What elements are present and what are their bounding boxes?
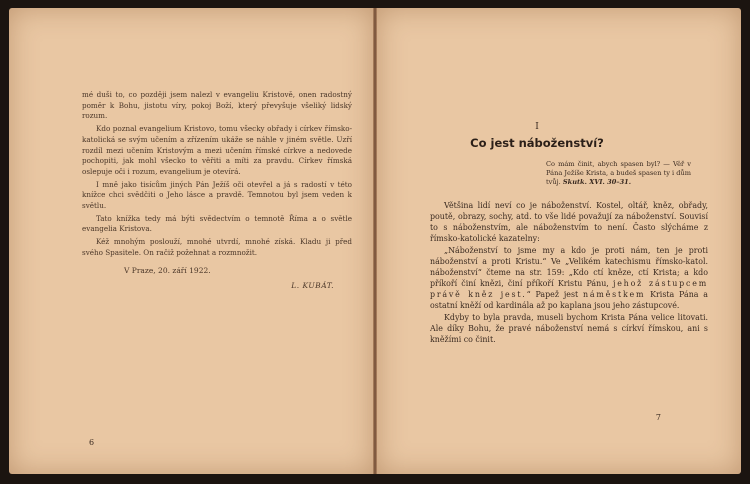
paragraph: Kdyby to byla pravda, museli bychom Krista Pána velice litovati. Ale díky Bohu, že pravé náboženství nemá s církví římskou, ani s kněžími co činit. <box>430 313 708 344</box>
paragraph <box>430 245 708 311</box>
date-line: V Praze, 20. září 1922. <box>124 266 211 275</box>
right-page-text <box>430 200 708 346</box>
motto-text: Co mám činit, abych spasen byl? — Věř v Pána Ježíše Krista, a budeš spasen ty i dům tvůj. <box>546 160 691 186</box>
paragraph: Většina lidí neví co je náboženství. Kostel, oltář, kněz, obřady, poutě, obrazy, sochy, atd. to vše lidé považují za náboženství. Souvisí to s náboženstvím, ale náboženstvím to není. Často slýcháme z římsko-katolické kazatelny: <box>430 201 708 243</box>
chapter-number: I <box>535 122 539 132</box>
author-signature: L. KUBÁT. <box>291 281 334 290</box>
motto <box>546 160 691 187</box>
paragraph: Tato knížka tedy má býti svědectvím o temnotě Říma a o světle evangelia Kristova. <box>82 213 352 234</box>
page-number-right: 7 <box>655 413 661 422</box>
motto-reference: Skutk. XVI. 30–31. <box>562 178 632 186</box>
paragraph: I mně jako tisícům jiných Pán Ježíš oči otevřel a já s radostí v této knížce chci svědčiti o Jeho lásce a pravdě. Temnotou byl jsem veden k světlu. <box>82 179 352 211</box>
emphasis: náměstkem <box>583 290 646 299</box>
paragraph: Kéž mnohým poslouží, mnohé utvrdí, mnohé získá. Kladu ji před svého Spasitele. On račiž požehnat a rozmnožit. <box>82 237 352 257</box>
chapter-title: Co jest náboženství? <box>470 136 604 150</box>
emphasis: jehož zástupcem právě kněz jest. <box>430 279 708 299</box>
paragraph: Kdo poznal evangelium Kristovo, tomu všecky obřady i církev římsko-katolická se svým učením a zřízením ukáže se náhle v jiném světle. Uzří rozdíl mezi učením Kristovým a mezi učením římské církve a nedovede pochopiti, jak mohl všecko to věřiti a míti za pravdu. Církev římská oslepuje oči i rozum, evangelium je otevírá. <box>82 124 352 176</box>
paragraph-part: Krista Pána a ostatní kněží od kardinála až po kaplana jsou jeho zástupcové. <box>430 290 709 310</box>
left-page-text <box>82 90 352 261</box>
left-page <box>9 8 373 474</box>
right-page <box>377 8 741 474</box>
paragraph: mé duši to, co později jsem nalezl v evangeliu Kristově, onen radostný poměr k Bohu, jistotu víry, pokoj Boží, který převyšuje všeliký lidský rozum. <box>82 90 352 121</box>
paragraph-part: „Náboženství to jsme my a kdo je proti nám, ten je proti náboženství a proti Kristu.“ Ve „Velikém katechismu římsko-katol. náboženství“ čteme na str. 159: „Kdo ctí kněze, ctí Krista; a kdo příkoří činí knězi, činí příkoří Kristu Pánu, <box>430 246 708 288</box>
paragraph-part: “ Papež jest <box>526 290 579 299</box>
page-number-left: 6 <box>89 438 95 447</box>
